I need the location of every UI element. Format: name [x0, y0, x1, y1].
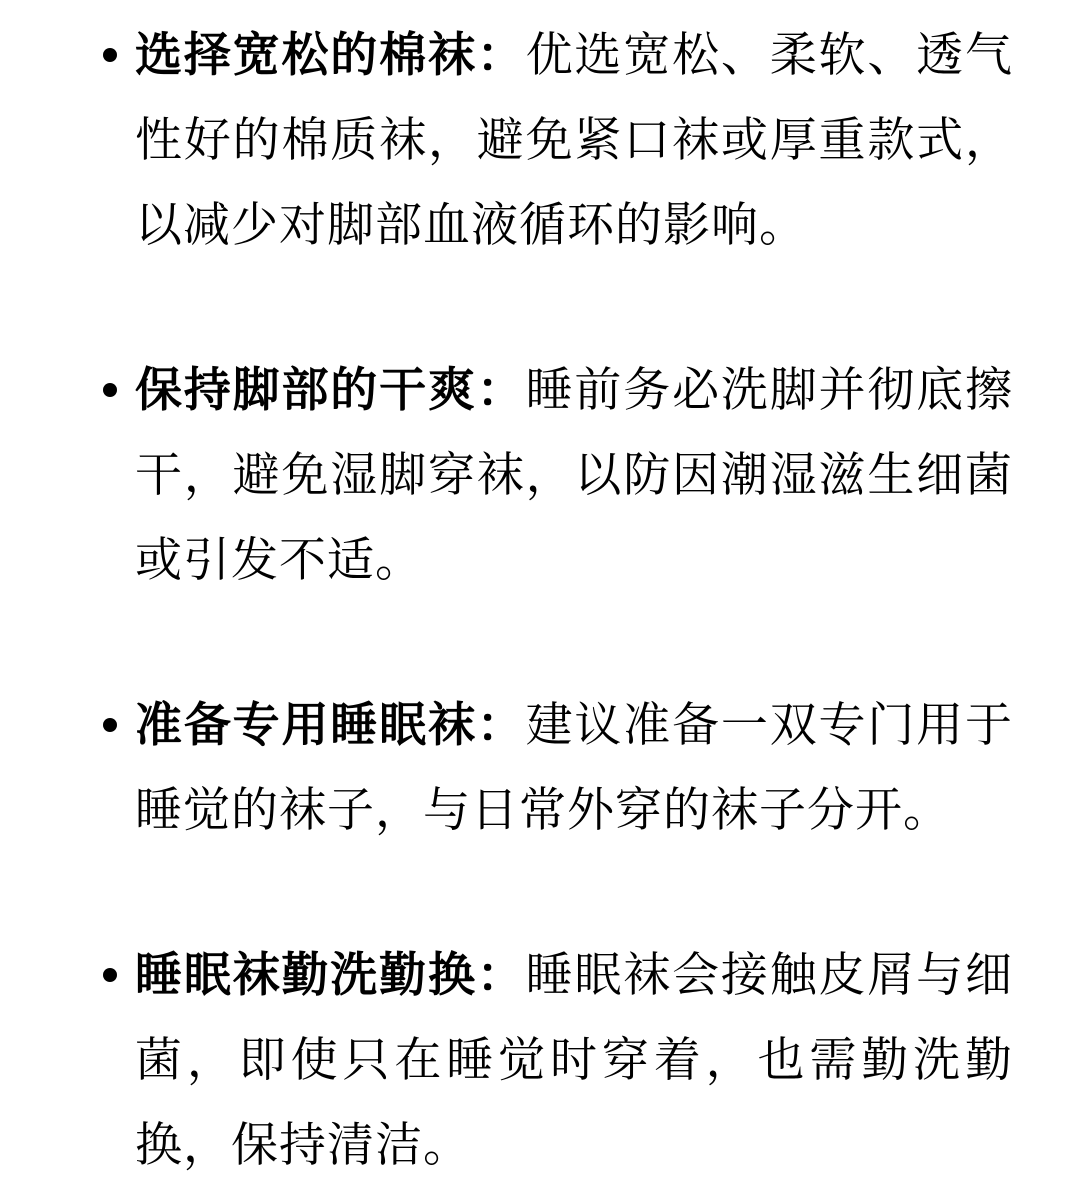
item-body: 优选宽松、柔软、透气性好的棉质袜，避免紧口袜或厚重款式，以减少对脚部血液循环的影响。 [135, 28, 1014, 251]
list-item [135, 12, 1013, 267]
item-body: 建议准备一双专门用于睡觉的袜子，与日常外穿的袜子分开。 [135, 698, 1014, 836]
list-item [135, 932, 1013, 1187]
bullet-icon [103, 968, 117, 982]
item-title: 保持脚部的干爽： [135, 363, 526, 416]
item-body: 睡眠袜会接触皮屑与细菌，即使只在睡觉时穿着，也需勤洗勤换，保持清洁。 [135, 948, 1014, 1171]
item-body: 睡前务必洗脚并彻底擦干，避免湿脚穿袜，以防因潮湿滋生细菌或引发不适。 [135, 363, 1014, 586]
item-title: 准备专用睡眠袜： [135, 698, 526, 751]
item-title: 睡眠袜勤洗勤换： [135, 948, 526, 1001]
item-title: 选择宽松的棉袜： [135, 28, 526, 81]
bullet-icon [103, 718, 117, 732]
list-item [135, 347, 1013, 602]
bullet-icon [103, 48, 117, 62]
bullet-icon [103, 383, 117, 397]
list-item [135, 682, 1013, 852]
